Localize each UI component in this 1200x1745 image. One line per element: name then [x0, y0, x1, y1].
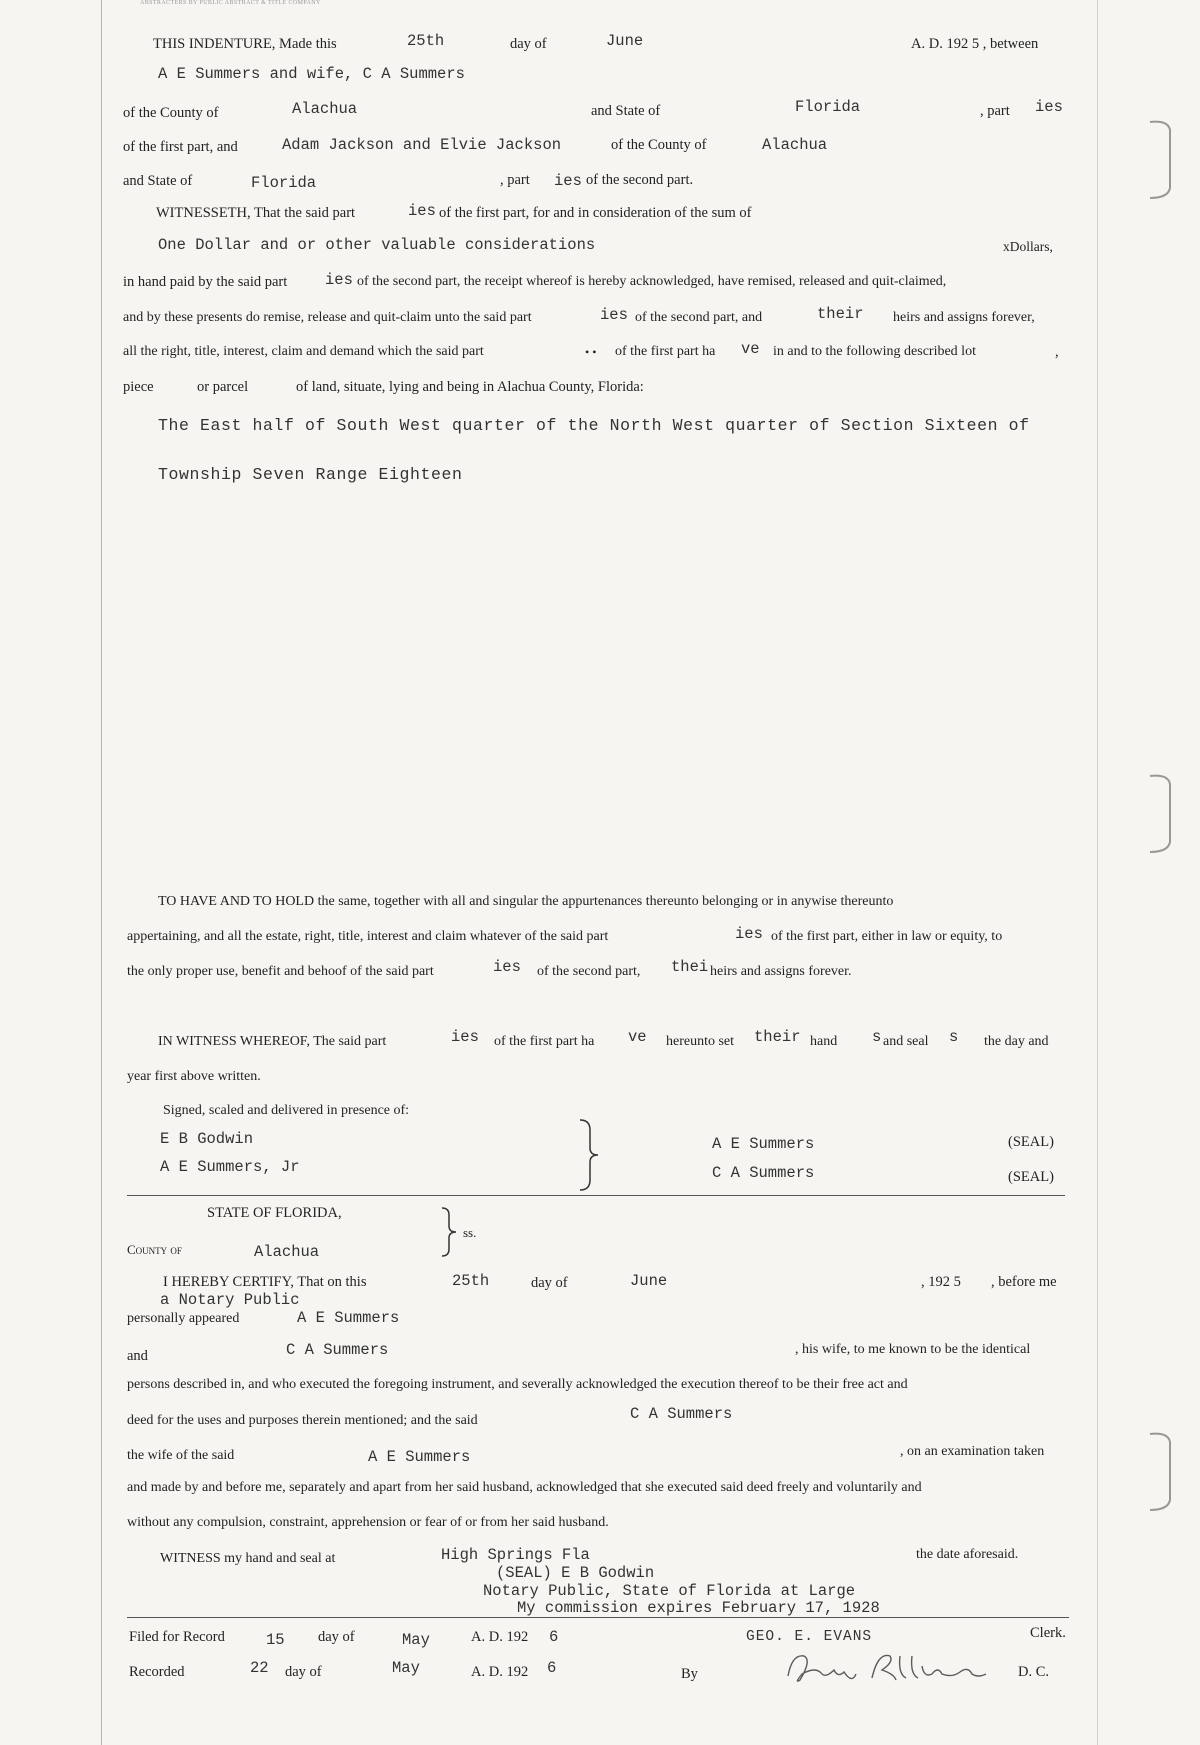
witnesseth-pre: WITNESSETH, That the said part — [156, 205, 356, 221]
grantees: Adam Jackson and Elvie Jackson — [282, 136, 562, 154]
filed-label: Filed for Record — [129, 1629, 225, 1645]
legal-description-line-1: The East half of South West quarter of the North West quarter of Section Sixteen of — [158, 416, 1030, 435]
indenture-day-of: day of — [510, 36, 547, 52]
witness-line-2: year first above written. — [127, 1069, 261, 1084]
ack-date-aforesaid: the date aforesaid. — [916, 1547, 1019, 1562]
witness-line-post: the day and — [984, 1034, 1049, 1049]
grant-line-b-their: their — [817, 305, 864, 323]
recorded-label: Recorded — [129, 1664, 185, 1680]
witness-line-pre: IN WITNESS WHEREOF, The said part — [158, 1034, 387, 1049]
state-label-2: and State of — [123, 173, 193, 189]
divider-rule-2 — [127, 1617, 1069, 1618]
legal-description-line-2: Township Seven Range Eighteen — [158, 465, 463, 484]
ack-his-wife: , his wife, to me known to be the identical — [795, 1342, 1031, 1357]
county-label-2: of the County of — [611, 137, 707, 153]
ack-line-deed: deed for the uses and purposes therein mentioned; and the said — [127, 1413, 478, 1428]
dollars: xDollars, — [1003, 239, 1053, 254]
ack-line-without: without any compulsion, constraint, apprehension or fear of or from her said husband. — [127, 1515, 609, 1530]
ack-year: , 192 5 — [921, 1274, 961, 1290]
grantor-county: Alachua — [292, 100, 358, 118]
ack-husband-name: A E Summers — [368, 1448, 471, 1466]
grantee-county: Alachua — [762, 136, 828, 154]
clerk-name: GEO. E. EVANS — [746, 1629, 873, 1645]
witnesseth-post: of the first part, for and in consideration of the sum of — [439, 205, 752, 221]
state-label: and State of — [591, 103, 661, 119]
ack-appeared-1: A E Summers — [297, 1309, 400, 1327]
habendum-line-3-pre: the only proper use, benefit and behoof of the said part — [127, 964, 434, 979]
witness-line-their: their — [754, 1028, 801, 1046]
ack-exam: , on an examination taken — [900, 1444, 1045, 1459]
grant-line-d-piece: piece — [123, 379, 154, 395]
first-part-label: of the first part, and — [123, 139, 238, 155]
ack-line-made: and made by and before me, separately and apart from her said husband, acknowledged that she executed said deed freely and voluntarily and — [127, 1480, 922, 1495]
ack-before-me: , before me — [991, 1274, 1057, 1290]
parties-second-pre: , part — [500, 172, 530, 188]
ack-county-label: County of — [127, 1242, 182, 1257]
grant-line-b-pre: and by these presents do remise, release and quit-claim unto the said part — [123, 310, 532, 325]
part-suffix: ies — [1035, 98, 1063, 116]
ack-day-of: day of — [531, 1275, 568, 1291]
indenture-month: June — [606, 32, 644, 50]
witness-line-s1: s — [872, 1028, 882, 1046]
witness-name-1: E B Godwin — [160, 1130, 254, 1148]
deputy-clerk-signature — [782, 1644, 992, 1690]
grant-line-a-suffix: ies — [325, 271, 353, 289]
ack-appeared-2: C A Summers — [286, 1341, 389, 1359]
witness-line-hand: hand — [810, 1034, 838, 1049]
recorded-day: 22 — [250, 1659, 269, 1677]
filed-ad: A. D. 192 — [471, 1629, 529, 1645]
binder-clip-top — [1148, 118, 1178, 202]
recorded-day-of: day of — [285, 1664, 322, 1680]
habendum-line-2-suffix: ies — [735, 925, 763, 943]
grant-line-d-parcel: or parcel — [197, 379, 249, 395]
signer-name-2: C A Summers — [712, 1164, 815, 1182]
grant-line-d-post: of land, situate, lying and being in Alachua County, Florida: — [296, 379, 644, 395]
filed-month: May — [402, 1631, 430, 1649]
ack-wife-name: C A Summers — [630, 1405, 733, 1423]
habendum-line-2-post: of the first part, either in law or equity, to — [771, 929, 1003, 944]
witness-line-suffix: ies — [451, 1028, 479, 1046]
ack-state: STATE OF FLORIDA, — [207, 1205, 342, 1221]
grant-line-c-dots: • • — [585, 345, 597, 359]
indenture-year: A. D. 192 5 , between — [911, 36, 1039, 52]
ack-officer: a Notary Public — [160, 1291, 300, 1309]
ack-line-persons: persons described in, and who executed the foregoing instrument, and severally acknowledged the execution thereof to be their free act and — [127, 1377, 908, 1392]
ack-personally: personally appeared — [127, 1311, 240, 1326]
recorded-month: May — [392, 1659, 420, 1677]
ack-day: 25th — [452, 1272, 490, 1290]
binder-clip-bottom — [1148, 1430, 1178, 1514]
indenture-day: 25th — [407, 32, 445, 50]
parties-second-post: of the second part. — [586, 172, 694, 188]
grant-line-c-suffix: ve — [741, 340, 760, 358]
witnesseth-suffix: ies — [408, 202, 436, 220]
ack-brace — [440, 1206, 460, 1258]
divider-rule-1 — [127, 1195, 1065, 1196]
form-fine-print: ABSTRACTERS BY PUBLIC ABSTRACT & TITLE COMPANY — [140, 0, 321, 6]
clerk-title: Clerk. — [1030, 1625, 1066, 1641]
grant-line-a-post: of the second part, the receipt whereof is hereby acknowledged, have remised, released and quit-claimed, — [357, 274, 947, 289]
notary-seal-signature: (SEAL) E B Godwin — [496, 1564, 655, 1582]
grant-line-c-comma: , — [1055, 344, 1059, 360]
page-left-edge — [101, 0, 102, 1745]
ack-county: Alachua — [254, 1243, 320, 1261]
grant-line-b-post: heirs and assigns forever, — [893, 310, 1035, 325]
filed-year: 6 — [549, 1628, 559, 1646]
grant-line-c-mid: of the first part ha — [615, 344, 716, 359]
habendum-line-3-their: thei — [671, 958, 709, 976]
signature-brace — [578, 1118, 602, 1192]
habendum-line-3-mid: of the second part, — [537, 964, 641, 979]
ack-place: High Springs Fla — [441, 1546, 590, 1564]
deputy-clerk-label: D. C. — [1018, 1664, 1050, 1680]
filed-day-of: day of — [318, 1629, 355, 1645]
grant-line-b-suffix: ies — [600, 306, 628, 324]
ack-and: and — [127, 1348, 148, 1364]
part-label: , part — [980, 103, 1010, 119]
notary-commission: My commission expires February 17, 1928 — [517, 1599, 880, 1617]
witness-line-ve: ve — [628, 1028, 647, 1046]
grantors: A E Summers and wife, C A Summers — [158, 65, 465, 83]
county-label: of the County of — [123, 105, 219, 121]
ack-witness-label: WITNESS my hand and seal at — [160, 1551, 336, 1566]
habendum-line-3-suffix: ies — [493, 958, 521, 976]
witness-name-2: A E Summers, Jr — [160, 1158, 300, 1176]
grant-line-c-post: in and to the following described lot — [773, 344, 976, 359]
witness-line-and-seal: and seal — [883, 1034, 929, 1049]
ack-month: June — [630, 1272, 668, 1290]
binder-clip-middle — [1148, 772, 1178, 856]
witness-line-mid1: of the first part ha — [494, 1034, 595, 1049]
ack-certify: I HEREBY CERTIFY, That on this — [163, 1274, 367, 1290]
recorded-ad: A. D. 192 — [471, 1664, 529, 1680]
parties-second-suffix: ies — [554, 172, 582, 190]
seal-label-2: (SEAL) — [1008, 1169, 1054, 1185]
consideration: One Dollar and or other valuable considerations — [158, 236, 596, 254]
grant-line-b-mid: of the second part, and — [635, 310, 763, 325]
habendum-line-3-post: heirs and assigns forever. — [710, 964, 852, 979]
notary-title: Notary Public, State of Florida at Large — [483, 1582, 856, 1600]
habendum-line-1: TO HAVE AND TO HOLD the same, together with all and singular the appurtenances thereunto belonging or in anywise thereunto — [158, 894, 894, 909]
ack-ss: ss. — [463, 1225, 477, 1240]
page-right-edge — [1097, 0, 1098, 1745]
witness-line-s2: s — [949, 1028, 959, 1046]
grantor-state: Florida — [795, 98, 861, 116]
seal-label-1: (SEAL) — [1008, 1134, 1054, 1150]
filed-day: 15 — [266, 1631, 285, 1649]
indenture-label: THIS INDENTURE, Made this — [153, 36, 337, 52]
recorded-year: 6 — [547, 1659, 557, 1677]
grantee-state: Florida — [251, 174, 317, 192]
habendum-line-2-pre: appertaining, and all the estate, right, title, interest and claim whatever of the said part — [127, 929, 609, 944]
grant-line-a-pre: in hand paid by the said part — [123, 274, 288, 290]
ack-wife-of: the wife of the said — [127, 1448, 235, 1463]
grant-line-c-pre: all the right, title, interest, claim and demand which the said part — [123, 344, 484, 359]
recorded-by: By — [681, 1666, 698, 1682]
witness-line-mid2: hereunto set — [666, 1034, 735, 1049]
signer-name-1: A E Summers — [712, 1135, 815, 1153]
signed-sealed-label: Signed, scaled and delivered in presence of: — [163, 1103, 410, 1118]
